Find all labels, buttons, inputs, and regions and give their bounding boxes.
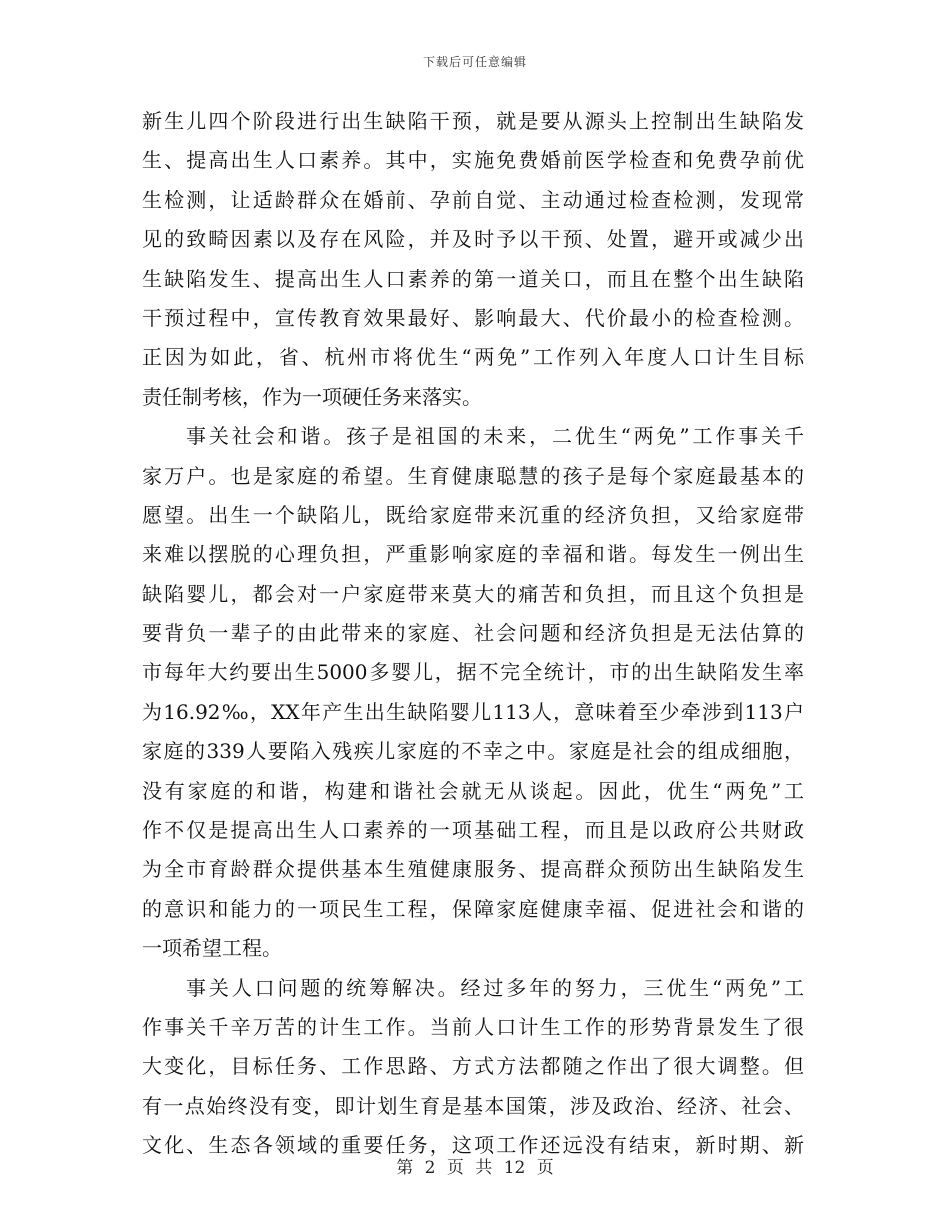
text-line: 愿望。出生一个缺陷儿，既给家庭带来沉重的经济负担，又给家庭带	[142, 502, 804, 527]
text-line: 责任制考核，作为一项硬任务来落实。	[142, 384, 482, 409]
text-line: 没有家庭的和谐，构建和谐社会就无从谈起。因此，优生“两免”工	[142, 778, 804, 803]
text-line: 作事关千辛万苦的计生工作。当前人口计生工作的形势背景发生了很	[142, 1014, 804, 1039]
text-line: 有一点始终没有变，即计划生育是基本国策，涉及政治、经济、社会、	[142, 1093, 804, 1118]
text-line: 作不仅是提高出生人口素养的一项基础工程，而且是以政府公共财政	[142, 818, 804, 843]
text-line: 为16.92‰，XX年产生出生缺陷婴儿113人，意味着至少牵涉到113户	[142, 699, 804, 724]
text-line: 新生儿四个阶段进行出生缺陷干预，就是要从源头上控制出生缺陷发	[142, 109, 804, 133]
text-line: 生缺陷发生、提高出生人口素养的第一道关口，而且在整个出生缺陷	[142, 266, 804, 291]
text-line: 家庭的339人要陷入残疾儿家庭的不幸之中。家庭是社会的组成细胞，	[142, 739, 804, 764]
text-line: 来难以摆脱的心理负担，严重影响家庭的幸福和谐。每发生一例出生	[142, 542, 804, 567]
page-header: 下载后可任意编辑	[422, 55, 527, 69]
text-line: 缺陷婴儿，都会对一户家庭带来莫大的痛苦和负担，而且这个负担是	[142, 581, 804, 606]
text-line: 文化、生态各领域的重要任务，这项工作还远没有结束，新时期、新	[142, 1133, 804, 1158]
text-line: 市每年大约要出生5000多婴儿，据不完全统计，市的出生缺陷发生率	[142, 660, 804, 685]
text-line: 事关社会和谐。孩子是祖国的未来，二优生“两免”工作事关千	[186, 424, 804, 449]
text-line: 要背负一辈子的由此带来的家庭、社会问题和经济负担是无法估算的	[142, 621, 804, 646]
text-line: 见的致畸因素以及存在风险，并及时予以干预、处置，避开或减少出	[142, 227, 804, 252]
text-line: 生、提高出生人口素养。其中，实施免费婚前医学检查和免费孕前优	[142, 148, 804, 173]
page-footer: 第 2 页 共 12 页	[396, 1158, 554, 1178]
text-line: 的意识和能力的一项民生工程，保障家庭健康幸福、促进社会和谐的	[142, 896, 804, 921]
text-line: 生检测，让适龄群众在婚前、孕前自觉、主动通过检查检测，发现常	[142, 187, 804, 212]
text-line: 为全市育龄群众提供基本生殖健康服务、提高群众预防出生缺陷发生	[142, 857, 804, 882]
text-line: 事关人口问题的统筹解决。经过多年的努力，三优生“两免”工	[186, 975, 804, 1000]
text-line: 干预过程中，宣传教育效果最好、影响最大、代价最小的检查检测。	[142, 305, 804, 330]
text-line: 家万户。也是家庭的希望。生育健康聪慧的孩子是每个家庭最基本的	[142, 463, 804, 488]
text-line: 大变化，目标任务、工作思路、方式方法都随之作出了很大调整。但	[142, 1054, 804, 1079]
text-line: 正因为如此，省、杭州市将优生“两免”工作列入年度人口计生目标	[142, 345, 804, 370]
text-line: 一项希望工程。	[142, 936, 282, 961]
document-body	[142, 102, 804, 1166]
